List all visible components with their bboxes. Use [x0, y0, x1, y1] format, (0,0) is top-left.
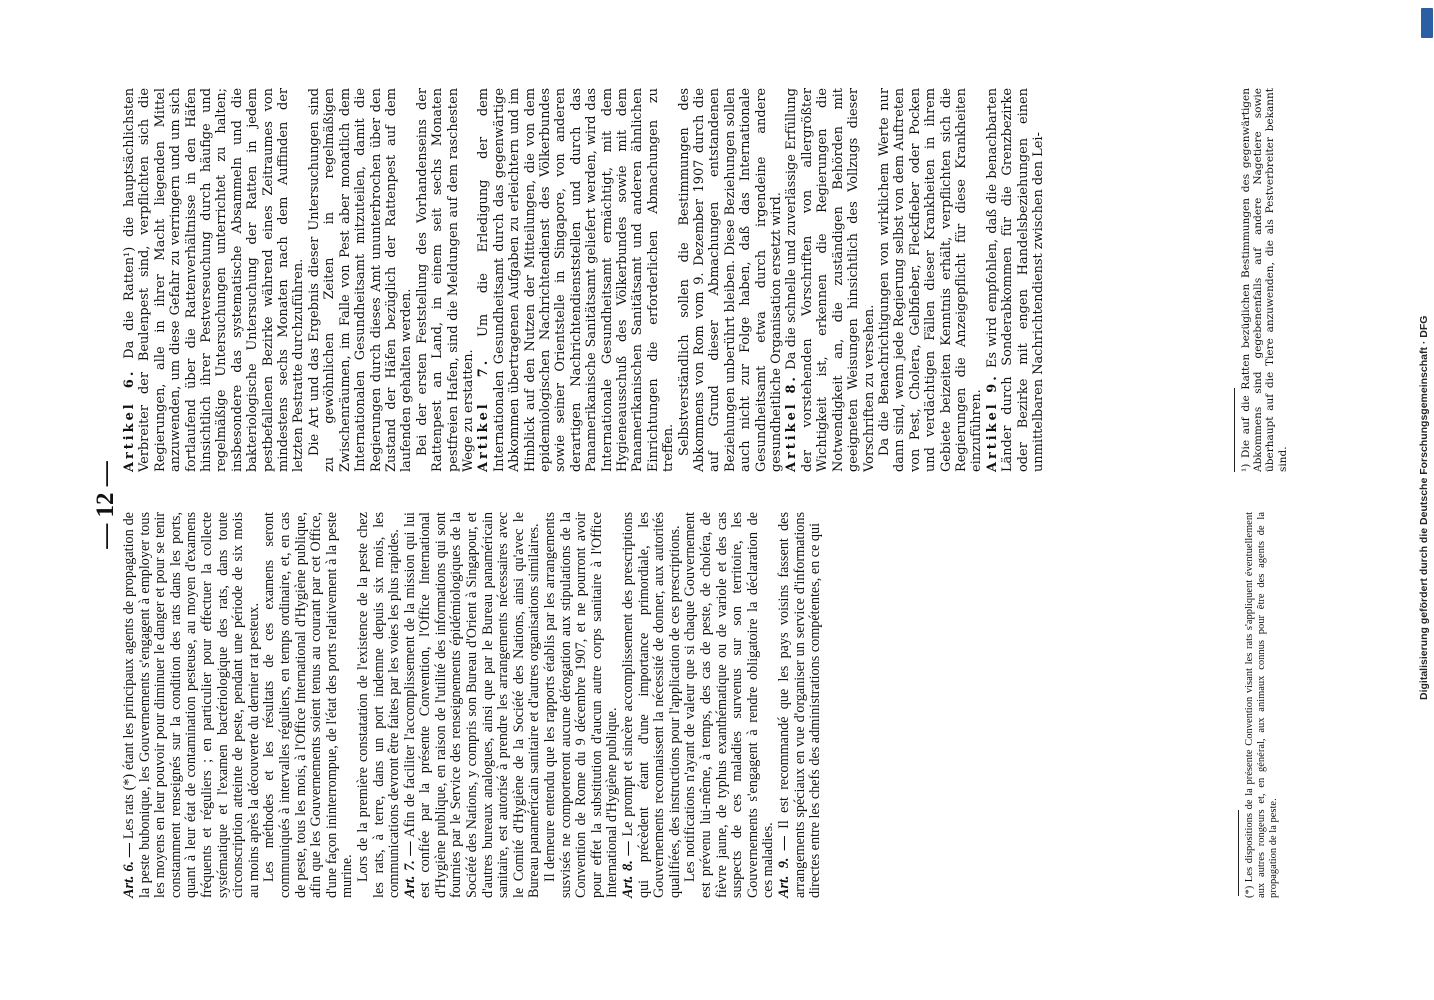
german-footnote-rule [1234, 388, 1235, 472]
paragraph-text: Lors de la première constatation de l'existence de la peste chez les rats, à terre, dans un port indemne depuis six mois, les communications devront être faites par les voies les plus rapides. [354, 512, 403, 898]
paragraph [683, 512, 777, 898]
french-footnote-rule [1238, 810, 1239, 896]
article-label: Art. 6. — [121, 842, 137, 898]
paragraph [985, 88, 1047, 472]
paragraph [677, 88, 785, 472]
german-footnote [1240, 88, 1289, 472]
article-label: Art. 8. — [620, 841, 636, 898]
paragraph-text: Selbstverständlich sollen die Bestimmungen des Abkommens von Rom vom 9. Dezember 1907 durch die auf Grund dieser Abmachungen entstandenen Beziehungen unberührt bleiben. Diese Beziehungen sollen auch nicht zur Folge haben, daß das Internationale Gesundheitsamt etwa durch irgendeine andere gesundheitliche Organisation ersetzt wird. [676, 88, 785, 472]
paragraph-text: Da die schnelle und zuverlässige Erfüllung der vorstehenden Vorschriften von allergrößter Wichtigkeit ist, erkennen die Regierungen die Notwendigkeit an, die zuständigen Behörden mit geeigneten Weisungen hinsichtlich des Vollzugs dieser Vorschriften zu versehen. [784, 88, 877, 472]
article-label: Art. 7. — [401, 841, 418, 898]
dfg-logo [1421, 8, 1433, 38]
article-label: Artikel 7. [476, 357, 492, 472]
french-column [122, 512, 824, 898]
paragraph [877, 88, 985, 472]
paragraph [621, 512, 683, 898]
paragraph [543, 512, 621, 898]
page-number: — 12 — [92, 461, 119, 549]
paragraph [415, 88, 477, 472]
german-paragraph-list [122, 88, 1046, 472]
french-footnote [1244, 512, 1281, 898]
article-label: Artikel 8. [784, 374, 800, 472]
paragraph-text: Da die Ratten¹) die hauptsächlichsten Verbreiter der Beulenpest sind, verpflichten sich die Regierungen, alle in ihrer Macht liegenden Mittel anzuwenden, um diese Gefahr zu verringern und um sich fortlaufend über die Rattenverhältnisse in den Häfen hinsichtlich ihrer Pestverseuchung durch häufige und regelmäßige Untersuchungen unterrichtet zu halten; insbesondere das systematische Absammeln und die bakteriologische Untersuchung der Ratten in jedem pestbefallenen Bezirke während eines Zeitraumes von mindestens sechs Monaten nach dem Auffinden der letzten Pestratte durchzuführen. [122, 88, 307, 472]
paragraph [784, 88, 876, 472]
paragraph-text: Il demeure entendu que les rapports établis par les arrangements susvisés ne comporteront aucune dérogation aux stipulations de la Convention de Rome du 9 décembre 1907, et ne pourront avoir pour effet la substitution d'aucun autre corps sanitaire à l'Office International d'Hygiène publique. [542, 512, 621, 898]
paragraph-text: Les notifications n'ayant de valeur que si chaque Gouvernement est prévenu lui-même, à temps, des cas de peste, de choléra, de fièvre jaune, de typhus exanthématique ou de variole et des cas suspects de ces maladies survenus sur son territoire, les Gouvernements s'engagent à rendre obligatoire la déclaration de ces maladies. [682, 512, 777, 898]
paragraph-text: Um die Erledigung der dem Internationalen Gesundheitsamt durch das gegenwärtige Abkommen übertragenen Aufgaben zu erleichtern und im Hinblick auf den Nutzen der Mitteilungen, die von dem epidemiologischen Nachrichtendienst des Völkerbundes sowie seiner Orientstelle in Singapore, von anderen derartigen Nachrichtendienststellen und durch das Panamerikanische Sanitätsamt geliefert werden, wird das Internationale Gesundheitsamt ermächtigt, mit dem Hygieneausschuß des Völkerbundes sowie mit dem Panamerikanischen Sanitätsamt und anderen ähnlichen Einrichtungen die erforderlichen Abmachungen zu treffen. [476, 88, 677, 472]
paragraph-text: Le prompt et sincère accomplissement des prescriptions qui précèdent étant d'une importance primordiale, les Gouvernements reconnaissent la nécessité de donner, aux autorités qualifiées, des instructions pour l'application de ces prescriptions. [620, 512, 683, 898]
paragraph-text: Il est recommandé que les pays voisins fassent des arrangements spéciaux en vue d'organiser un service d'informations directes entre les chefs des administrations compétentes, en ce qui [775, 512, 824, 898]
paragraph [307, 88, 415, 472]
paragraph-text: Die Art und das Ergebnis dieser Untersuchungen sind zu gewöhnlichen Zeiten in regelmäßigen Zwischenräumen, im Falle von Pest aber monatlich dem Internationalen Gesundheitsamt mitzuteilen, damit die Regierungen durch dieses Amt ununterbrochen über den Zustand der Häfen bezüglich der Rattenpest auf dem laufenden gehalten werden. [306, 88, 415, 472]
paragraph [262, 512, 356, 898]
paragraph [122, 512, 262, 898]
paragraph-text: Les rats (*) étant les principaux agents de propagation de la peste bubonique, les Gouvernements s'engagent à employer tous les moyens en leur pouvoir pour diminuer le danger et pour se tenir constamment renseignés sur la condition des rats dans les ports, quant à leur état de contamination pesteuse, au moyen d'examens fréquents et réguliers ; en particulier pour effectuer la collecte systématique et l'examen bactériologique des rats, dans toute circonscription atteinte de peste, pendant une période de six mois au moins après la découverte du dernier rat pesteux. [121, 512, 262, 898]
german-footnote-text: ¹) Die auf die Ratten bezüglichen Bestimmungen des gegenwärtigen Abkommens sind gegebenenfalls auf andere Nagetiere sowie überhaupt auf die Tiere anzuwenden, die als Pestverbreiter bekannt sind. [1240, 88, 1289, 472]
paragraph-text: Es wird empfohlen, daß die benachbarten Länder durch Sonderabkommen für die Grenzbezirke oder Bezirke mit engen Handelsbeziehungen einen unmittelbaren Nachrichtendienst zwischen den Lei- [984, 87, 1046, 472]
paragraph [356, 512, 403, 898]
french-footnote-text: (*) Les dispositions de la présente Convention visant les rats s'appliquent éventuellement aux autres rongeurs et, en général, aux animaux connus pour être des agents de la propagation de la peste. [1244, 512, 1280, 898]
article-label: Art. 9. — [775, 836, 792, 898]
article-label: Artikel 9. [984, 373, 1000, 472]
paragraph-text: Afin de faciliter l'accomplissement de la mission qui lui est confiée par la présente Convention, l'Office International d'Hygiène publique, en raison de l'utilité des informations qui sont fournies par le Service des renseignements épidémiologiques de la Société des Nations, y compris son Bureau d'Orient à Singapour, et d'autres bureaux analogues, ainsi que par le Bureau panaméricain sanitaire, est autorisé à prendre les arrangements nécessaires avec le Comité d'Hygiène de la Société des Nations, ainsi qu'avec le Bureau panaméricain sanitaire et d'autres organisations similaires. [401, 512, 543, 898]
german-column [122, 88, 1046, 472]
paragraph-text: Les méthodes et les résultats de ces examens seront communiqués à intervalles réguliers, en temps ordinaire, et, en cas de peste, tous les mois, à l'Office International d'Hygiène publique, afin que les Gouvernements soient tenus au courant par cet Office, d'une façon ininterrompue, de l'état des ports relativement à la peste murine. [261, 512, 356, 898]
paragraph [476, 88, 676, 472]
paragraph-text: Da die Benachrichtigungen von wirklichem Werte nur dann sind, wenn jede Regierung selbst von dem Auftreten von Pest, Cholera, Gelbfieber, Fleckfieber oder Pocken und verdächtigen Fällen dieser Krankheiten in ihrem Gebiete beizeiten Kenntnis erhält, verpflichten sich die Regierungen die Anzeigepflicht für diese Krankheiten einzuführen. [876, 88, 985, 472]
paragraph-text: Bei der ersten Feststellung des Vorhandenseins der Rattenpest an Land, in einem seit sechs Monaten pestfreien Hafen, sind die Meldungen auf dem raschesten Wege zu erstatten. [414, 88, 476, 472]
french-paragraph-list [122, 512, 824, 898]
paragraph [122, 88, 307, 472]
paragraph [403, 512, 543, 898]
paragraph [777, 512, 824, 898]
digitization-credit: Digitalisierung gefördert durch die Deutsche Forschungsgemeinschaft · DFG [1418, 315, 1430, 700]
article-label: Artikel 6. [122, 368, 137, 472]
